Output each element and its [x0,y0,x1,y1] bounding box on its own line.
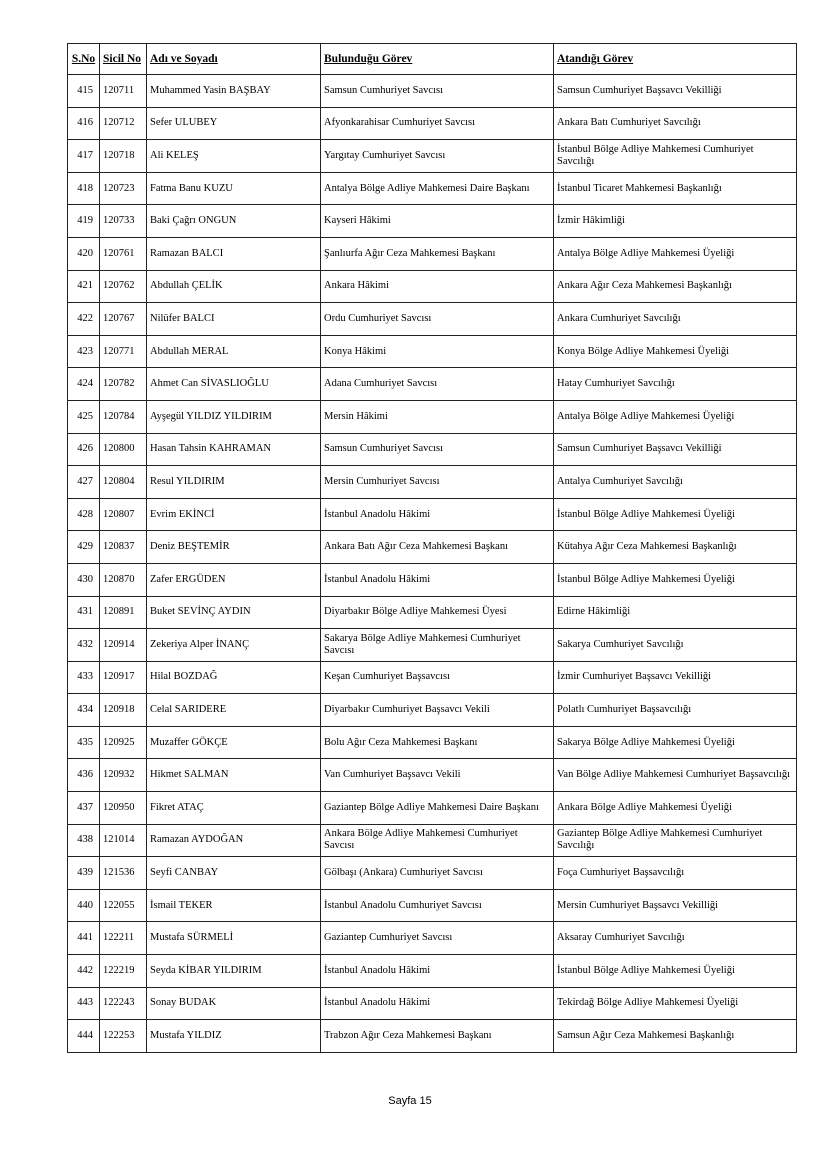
header-assigned-position: Atandığı Görev [554,44,797,75]
table-row [68,824,797,857]
cell-current-position: Gaziantep Cumhuriyet Savcısı [321,922,554,955]
cell-sno: 419 [68,205,100,238]
cell-current-position: Kayseri Hâkimi [321,205,554,238]
cell-sicil: 120762 [100,270,147,303]
cell-assigned-position: Hatay Cumhuriyet Savcılığı [554,368,797,401]
table-row [68,466,797,499]
cell-sicil: 120914 [100,629,147,662]
cell-assigned-position: İstanbul Bölge Adliye Mahkemesi Üyeliği [554,498,797,531]
cell-sno: 427 [68,466,100,499]
header-sicil: Sicil No [100,44,147,75]
cell-sicil: 120712 [100,107,147,140]
cell-sno: 441 [68,922,100,955]
cell-assigned-position: Samsun Ağır Ceza Mahkemesi Başkanlığı [554,1020,797,1053]
cell-current-position: İstanbul Anadolu Hâkimi [321,498,554,531]
table-row [68,205,797,238]
cell-assigned-position: Gaziantep Bölge Adliye Mahkemesi Cumhuriyet Savcılığı [554,824,797,857]
table-row [68,75,797,108]
table-row [68,563,797,596]
cell-name: İsmail TEKER [147,889,321,922]
table-row [68,987,797,1020]
cell-current-position: Afyonkarahisar Cumhuriyet Savcısı [321,107,554,140]
cell-sicil: 122055 [100,889,147,922]
cell-sno: 437 [68,792,100,825]
cell-sicil: 120932 [100,759,147,792]
cell-current-position: İstanbul Anadolu Cumhuriyet Savcısı [321,889,554,922]
cell-sno: 434 [68,694,100,727]
cell-current-position: Diyarbakır Cumhuriyet Başsavcı Vekili [321,694,554,727]
cell-name: Ramazan AYDOĞAN [147,824,321,857]
table-row [68,792,797,825]
table-row [68,857,797,890]
cell-name: Evrim EKİNCİ [147,498,321,531]
cell-sno: 436 [68,759,100,792]
cell-sicil: 122219 [100,955,147,988]
cell-assigned-position: Antalya Cumhuriyet Savcılığı [554,466,797,499]
cell-sno: 423 [68,335,100,368]
cell-name: Resul YILDIRIM [147,466,321,499]
cell-current-position: Gaziantep Bölge Adliye Mahkemesi Daire Başkanı [321,792,554,825]
cell-name: Seyda KİBAR YILDIRIM [147,955,321,988]
header-sno: S.No [68,44,100,75]
cell-sno: 439 [68,857,100,890]
cell-current-position: Bolu Ağır Ceza Mahkemesi Başkanı [321,726,554,759]
cell-name: Baki Çağrı ONGUN [147,205,321,238]
cell-name: Ayşegül YILDIZ YILDIRIM [147,400,321,433]
cell-sno: 435 [68,726,100,759]
cell-assigned-position: Kütahya Ağır Ceza Mahkemesi Başkanlığı [554,531,797,564]
cell-assigned-position: Ankara Cumhuriyet Savcılığı [554,303,797,336]
table-row [68,400,797,433]
cell-name: Abdullah MERAL [147,335,321,368]
cell-name: Sonay BUDAK [147,987,321,1020]
cell-assigned-position: Edirne Hâkimliği [554,596,797,629]
cell-sicil: 120804 [100,466,147,499]
cell-sno: 444 [68,1020,100,1053]
cell-sno: 430 [68,563,100,596]
cell-current-position: Trabzon Ağır Ceza Mahkemesi Başkanı [321,1020,554,1053]
table-row [68,1020,797,1053]
cell-name: Deniz BEŞTEMİR [147,531,321,564]
cell-sicil: 120711 [100,75,147,108]
cell-name: Buket SEVİNÇ AYDIN [147,596,321,629]
cell-sicil: 120870 [100,563,147,596]
cell-sicil: 120733 [100,205,147,238]
cell-assigned-position: Sakarya Bölge Adliye Mahkemesi Üyeliği [554,726,797,759]
table-row [68,531,797,564]
cell-assigned-position: Antalya Bölge Adliye Mahkemesi Üyeliği [554,237,797,270]
cell-sicil: 120925 [100,726,147,759]
cell-name: Ramazan BALCI [147,237,321,270]
table-row [68,498,797,531]
cell-sno: 443 [68,987,100,1020]
cell-current-position: Mersin Cumhuriyet Savcısı [321,466,554,499]
table-row [68,107,797,140]
cell-sno: 420 [68,237,100,270]
cell-assigned-position: İstanbul Bölge Adliye Mahkemesi Üyeliği [554,563,797,596]
cell-current-position: Ordu Cumhuriyet Savcısı [321,303,554,336]
cell-sno: 429 [68,531,100,564]
cell-current-position: Konya Hâkimi [321,335,554,368]
cell-name: Celal SARIDERE [147,694,321,727]
table-row [68,759,797,792]
cell-current-position: Gölbaşı (Ankara) Cumhuriyet Savcısı [321,857,554,890]
cell-current-position: Yargıtay Cumhuriyet Savcısı [321,140,554,173]
cell-name: Mustafa SÜRMELİ [147,922,321,955]
table-row [68,596,797,629]
cell-name: Fikret ATAÇ [147,792,321,825]
cell-sno: 416 [68,107,100,140]
cell-name: Fatma Banu KUZU [147,172,321,205]
cell-assigned-position: Samsun Cumhuriyet Başsavcı Vekilliği [554,75,797,108]
cell-current-position: Ankara Bölge Adliye Mahkemesi Cumhuriyet Savcısı [321,824,554,857]
cell-current-position: İstanbul Anadolu Hâkimi [321,955,554,988]
cell-sicil: 120917 [100,661,147,694]
cell-current-position: Ankara Hâkimi [321,270,554,303]
cell-assigned-position: İstanbul Bölge Adliye Mahkemesi Cumhuriyet Savcılığı [554,140,797,173]
cell-sno: 422 [68,303,100,336]
cell-current-position: Samsun Cumhuriyet Savcısı [321,433,554,466]
table-row [68,955,797,988]
cell-sno: 415 [68,75,100,108]
cell-sicil: 120723 [100,172,147,205]
cell-sicil: 120800 [100,433,147,466]
cell-sno: 433 [68,661,100,694]
cell-sno: 421 [68,270,100,303]
cell-current-position: İstanbul Anadolu Hâkimi [321,563,554,596]
cell-name: Ali KELEŞ [147,140,321,173]
cell-current-position: Samsun Cumhuriyet Savcısı [321,75,554,108]
cell-name: Muhammed Yasin BAŞBAY [147,75,321,108]
table-row [68,694,797,727]
table-row [68,726,797,759]
cell-sicil: 121536 [100,857,147,890]
cell-assigned-position: Foça Cumhuriyet Başsavcılığı [554,857,797,890]
cell-assigned-position: Samsun Cumhuriyet Başsavcı Vekilliği [554,433,797,466]
table-header-row [68,44,797,75]
table-row [68,140,797,173]
page-number: Sayfa 15 [388,1095,432,1107]
cell-sicil: 120771 [100,335,147,368]
cell-assigned-position: İstanbul Bölge Adliye Mahkemesi Üyeliği [554,955,797,988]
cell-sno: 418 [68,172,100,205]
table-row [68,433,797,466]
cell-current-position: Antalya Bölge Adliye Mahkemesi Daire Başkanı [321,172,554,205]
table-row [68,629,797,662]
table-row [68,172,797,205]
header-current-position: Bulunduğu Görev [321,44,554,75]
cell-name: Muzaffer GÖKÇE [147,726,321,759]
cell-sno: 428 [68,498,100,531]
cell-name: Mustafa YILDIZ [147,1020,321,1053]
cell-sicil: 120784 [100,400,147,433]
cell-sicil: 122243 [100,987,147,1020]
table-row [68,922,797,955]
table-row [68,270,797,303]
cell-sno: 417 [68,140,100,173]
cell-name: Zafer ERGÜDEN [147,563,321,596]
cell-sno: 425 [68,400,100,433]
cell-current-position: Keşan Cumhuriyet Başsavcısı [321,661,554,694]
cell-assigned-position: Ankara Bölge Adliye Mahkemesi Üyeliği [554,792,797,825]
table-row [68,368,797,401]
cell-current-position: Diyarbakır Bölge Adliye Mahkemesi Üyesi [321,596,554,629]
cell-assigned-position: Sakarya Cumhuriyet Savcılığı [554,629,797,662]
cell-sicil: 120891 [100,596,147,629]
table-row [68,889,797,922]
cell-name: Hilal BOZDAĞ [147,661,321,694]
appointments-table [67,43,797,1053]
cell-sicil: 120950 [100,792,147,825]
cell-assigned-position: İstanbul Ticaret Mahkemesi Başkanlığı [554,172,797,205]
cell-name: Abdullah ÇELİK [147,270,321,303]
cell-sicil: 120761 [100,237,147,270]
cell-sno: 431 [68,596,100,629]
cell-assigned-position: İzmir Hâkimliği [554,205,797,238]
cell-assigned-position: Tekirdağ Bölge Adliye Mahkemesi Üyeliği [554,987,797,1020]
cell-sicil: 120718 [100,140,147,173]
cell-name: Hikmet SALMAN [147,759,321,792]
header-name: Adı ve Soyadı [147,44,321,75]
cell-sno: 426 [68,433,100,466]
cell-name: Hasan Tahsin KAHRAMAN [147,433,321,466]
cell-sicil: 120918 [100,694,147,727]
table-row [68,237,797,270]
cell-sicil: 120807 [100,498,147,531]
cell-assigned-position: Polatlı Cumhuriyet Başsavcılığı [554,694,797,727]
cell-assigned-position: Aksaray Cumhuriyet Savcılığı [554,922,797,955]
cell-current-position: Van Cumhuriyet Başsavcı Vekili [321,759,554,792]
table-row [68,303,797,336]
cell-name: Nilüfer BALCI [147,303,321,336]
table-row [68,661,797,694]
cell-name: Zekeriya Alper İNANÇ [147,629,321,662]
cell-name: Seyfi CANBAY [147,857,321,890]
cell-sicil: 120767 [100,303,147,336]
cell-assigned-position: Konya Bölge Adliye Mahkemesi Üyeliği [554,335,797,368]
cell-name: Sefer ULUBEY [147,107,321,140]
cell-current-position: Mersin Hâkimi [321,400,554,433]
cell-sicil: 120837 [100,531,147,564]
cell-sno: 432 [68,629,100,662]
cell-sicil: 121014 [100,824,147,857]
cell-assigned-position: Ankara Batı Cumhuriyet Savcılığı [554,107,797,140]
cell-assigned-position: Mersin Cumhuriyet Başsavcı Vekilliği [554,889,797,922]
cell-current-position: İstanbul Anadolu Hâkimi [321,987,554,1020]
cell-assigned-position: Van Bölge Adliye Mahkemesi Cumhuriyet Başsavcılığı [554,759,797,792]
cell-name: Ahmet Can SİVASLIOĞLU [147,368,321,401]
table-body [68,75,797,1053]
cell-sicil: 122253 [100,1020,147,1053]
cell-sicil: 122211 [100,922,147,955]
cell-sno: 438 [68,824,100,857]
cell-current-position: Sakarya Bölge Adliye Mahkemesi Cumhuriyet Savcısı [321,629,554,662]
table-row [68,335,797,368]
cell-current-position: Adana Cumhuriyet Savcısı [321,368,554,401]
cell-sicil: 120782 [100,368,147,401]
cell-sno: 424 [68,368,100,401]
cell-current-position: Şanlıurfa Ağır Ceza Mahkemesi Başkanı [321,237,554,270]
cell-sno: 440 [68,889,100,922]
cell-assigned-position: Ankara Ağır Ceza Mahkemesi Başkanlığı [554,270,797,303]
cell-assigned-position: İzmir Cumhuriyet Başsavcı Vekilliği [554,661,797,694]
cell-assigned-position: Antalya Bölge Adliye Mahkemesi Üyeliği [554,400,797,433]
cell-current-position: Ankara Batı Ağır Ceza Mahkemesi Başkanı [321,531,554,564]
cell-sno: 442 [68,955,100,988]
